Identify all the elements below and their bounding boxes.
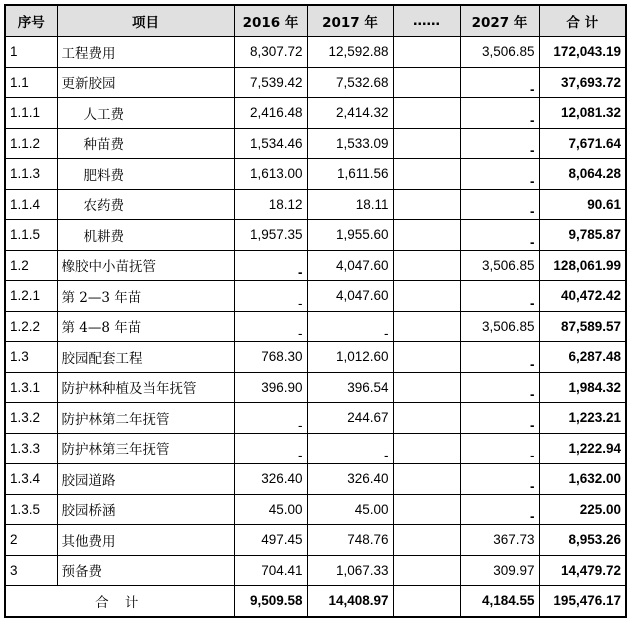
row-total: 6,287.48 [539, 342, 626, 373]
row-2017: 1,012.60 [307, 342, 393, 373]
table-row [5, 403, 626, 434]
row-2016: - [234, 403, 307, 434]
row-gap [393, 342, 460, 373]
row-seq: 1.1 [5, 67, 57, 98]
table-row [5, 311, 626, 342]
row-gap [393, 189, 460, 220]
row-gap [393, 220, 460, 251]
row-total: 12,081.32 [539, 98, 626, 129]
row-2016: 704.41 [234, 555, 307, 586]
row-item: 肥料费 [57, 159, 234, 190]
row-item: 农药费 [57, 189, 234, 220]
row-total: 1,984.32 [539, 372, 626, 403]
row-2016: 1,957.35 [234, 220, 307, 251]
table-row [5, 250, 626, 281]
summary-total: 195,476.17 [539, 586, 626, 617]
row-2017: 1,067.33 [307, 555, 393, 586]
row-gap [393, 403, 460, 434]
table-row [5, 159, 626, 190]
row-item: 工程费用 [57, 37, 234, 68]
row-item: 种苗费 [57, 128, 234, 159]
row-2027: 3,506.85 [460, 311, 539, 342]
row-item: 第 2—3 年苗 [57, 281, 234, 312]
row-gap [393, 525, 460, 556]
row-total: 1,632.00 [539, 464, 626, 495]
row-gap [393, 464, 460, 495]
table-row [5, 342, 626, 373]
row-2017: - [307, 433, 393, 464]
row-gap [393, 281, 460, 312]
table-row [5, 281, 626, 312]
header-ellipsis: …… [393, 5, 460, 37]
row-2016: 497.45 [234, 525, 307, 556]
row-seq: 2 [5, 525, 57, 556]
row-item: 胶园桥涵 [57, 494, 234, 525]
row-2017: 45.00 [307, 494, 393, 525]
row-2016: 1,534.46 [234, 128, 307, 159]
table-row [5, 128, 626, 159]
table-body [5, 37, 626, 586]
row-seq: 1.2 [5, 250, 57, 281]
summary-label: 合 计 [5, 586, 234, 617]
row-total: 40,472.42 [539, 281, 626, 312]
table-row [5, 37, 626, 68]
table-row [5, 98, 626, 129]
row-total: 90.61 [539, 189, 626, 220]
row-2017: 748.76 [307, 525, 393, 556]
row-seq: 1.3.1 [5, 372, 57, 403]
row-gap [393, 159, 460, 190]
row-2017: 4,047.60 [307, 281, 393, 312]
row-item: 防护林第三年抚管 [57, 433, 234, 464]
row-2027: - [460, 372, 539, 403]
row-2017: - [307, 311, 393, 342]
row-total: 37,693.72 [539, 67, 626, 98]
row-item: 胶园道路 [57, 464, 234, 495]
summary-2016: 9,509.58 [234, 586, 307, 617]
row-gap [393, 98, 460, 129]
row-seq: 1.3.4 [5, 464, 57, 495]
row-total: 14,479.72 [539, 555, 626, 586]
table-row [5, 555, 626, 586]
row-2017: 326.40 [307, 464, 393, 495]
row-item: 防护林种植及当年抚管 [57, 372, 234, 403]
row-2016: 7,539.42 [234, 67, 307, 98]
table-row [5, 464, 626, 495]
row-item: 橡胶中小苗抚管 [57, 250, 234, 281]
header-item: 项目 [57, 5, 234, 37]
row-total: 128,061.99 [539, 250, 626, 281]
row-2027: - [460, 98, 539, 129]
row-gap [393, 128, 460, 159]
row-gap [393, 311, 460, 342]
row-2027: - [460, 189, 539, 220]
row-item: 第 4—8 年苗 [57, 311, 234, 342]
row-item: 预备费 [57, 555, 234, 586]
row-item: 胶园配套工程 [57, 342, 234, 373]
row-seq: 1.3.3 [5, 433, 57, 464]
row-item: 更新胶园 [57, 67, 234, 98]
row-total: 1,223.21 [539, 403, 626, 434]
row-2016: - [234, 250, 307, 281]
row-2027: - [460, 159, 539, 190]
row-2027: - [460, 403, 539, 434]
row-2027: - [460, 281, 539, 312]
table-row [5, 433, 626, 464]
row-2016: 18.12 [234, 189, 307, 220]
row-seq: 1.1.5 [5, 220, 57, 251]
row-2027: - [460, 494, 539, 525]
row-2016: 45.00 [234, 494, 307, 525]
table-header-row [5, 5, 626, 37]
row-2016: 1,613.00 [234, 159, 307, 190]
row-seq: 1.3.5 [5, 494, 57, 525]
header-2017: 2017 年 [307, 5, 393, 37]
row-seq: 1.3.2 [5, 403, 57, 434]
row-2017: 2,414.32 [307, 98, 393, 129]
row-2016: - [234, 281, 307, 312]
row-2027: 3,506.85 [460, 37, 539, 68]
row-2027: - [460, 342, 539, 373]
row-gap [393, 494, 460, 525]
table-row [5, 189, 626, 220]
table-row [5, 494, 626, 525]
header-2016: 2016 年 [234, 5, 307, 37]
summary-row [5, 586, 626, 617]
row-2016: 2,416.48 [234, 98, 307, 129]
row-total: 7,671.64 [539, 128, 626, 159]
row-seq: 1.3 [5, 342, 57, 373]
row-total: 172,043.19 [539, 37, 626, 68]
row-2016: 8,307.72 [234, 37, 307, 68]
row-2017: 244.67 [307, 403, 393, 434]
row-item: 防护林第二年抚管 [57, 403, 234, 434]
row-gap [393, 433, 460, 464]
table-row [5, 220, 626, 251]
row-2017: 1,533.09 [307, 128, 393, 159]
row-seq: 1.2.2 [5, 311, 57, 342]
table-row [5, 372, 626, 403]
row-2017: 1,955.60 [307, 220, 393, 251]
row-2027: - [460, 464, 539, 495]
row-total: 1,222.94 [539, 433, 626, 464]
row-2016: - [234, 433, 307, 464]
table-row [5, 525, 626, 556]
header-seq: 序号 [5, 5, 57, 37]
row-seq: 1 [5, 37, 57, 68]
row-seq: 1.1.4 [5, 189, 57, 220]
summary-2017: 14,408.97 [307, 586, 393, 617]
table-row [5, 67, 626, 98]
row-gap [393, 37, 460, 68]
budget-table [4, 4, 627, 618]
row-seq: 3 [5, 555, 57, 586]
row-2017: 4,047.60 [307, 250, 393, 281]
row-seq: 1.2.1 [5, 281, 57, 312]
row-total: 225.00 [539, 494, 626, 525]
row-item: 人工费 [57, 98, 234, 129]
row-2027: 367.73 [460, 525, 539, 556]
summary-gap [393, 586, 460, 617]
row-2027: - [460, 433, 539, 464]
row-2027: 309.97 [460, 555, 539, 586]
row-gap [393, 372, 460, 403]
header-total: 合 计 [539, 5, 626, 37]
row-seq: 1.1.3 [5, 159, 57, 190]
row-total: 9,785.87 [539, 220, 626, 251]
row-item: 其他费用 [57, 525, 234, 556]
row-total: 8,064.28 [539, 159, 626, 190]
row-total: 87,589.57 [539, 311, 626, 342]
row-2017: 1,611.56 [307, 159, 393, 190]
row-2017: 18.11 [307, 189, 393, 220]
row-2017: 396.54 [307, 372, 393, 403]
row-2016: 326.40 [234, 464, 307, 495]
row-2027: - [460, 128, 539, 159]
summary-2027: 4,184.55 [460, 586, 539, 617]
row-2017: 12,592.88 [307, 37, 393, 68]
row-2027: - [460, 67, 539, 98]
row-2017: 7,532.68 [307, 67, 393, 98]
row-2027: - [460, 220, 539, 251]
row-2016: 396.90 [234, 372, 307, 403]
row-2027: 3,506.85 [460, 250, 539, 281]
row-2016: - [234, 311, 307, 342]
row-gap [393, 555, 460, 586]
row-seq: 1.1.1 [5, 98, 57, 129]
row-total: 8,953.26 [539, 525, 626, 556]
row-gap [393, 250, 460, 281]
row-item: 机耕费 [57, 220, 234, 251]
row-seq: 1.1.2 [5, 128, 57, 159]
row-gap [393, 67, 460, 98]
header-2027: 2027 年 [460, 5, 539, 37]
row-2016: 768.30 [234, 342, 307, 373]
